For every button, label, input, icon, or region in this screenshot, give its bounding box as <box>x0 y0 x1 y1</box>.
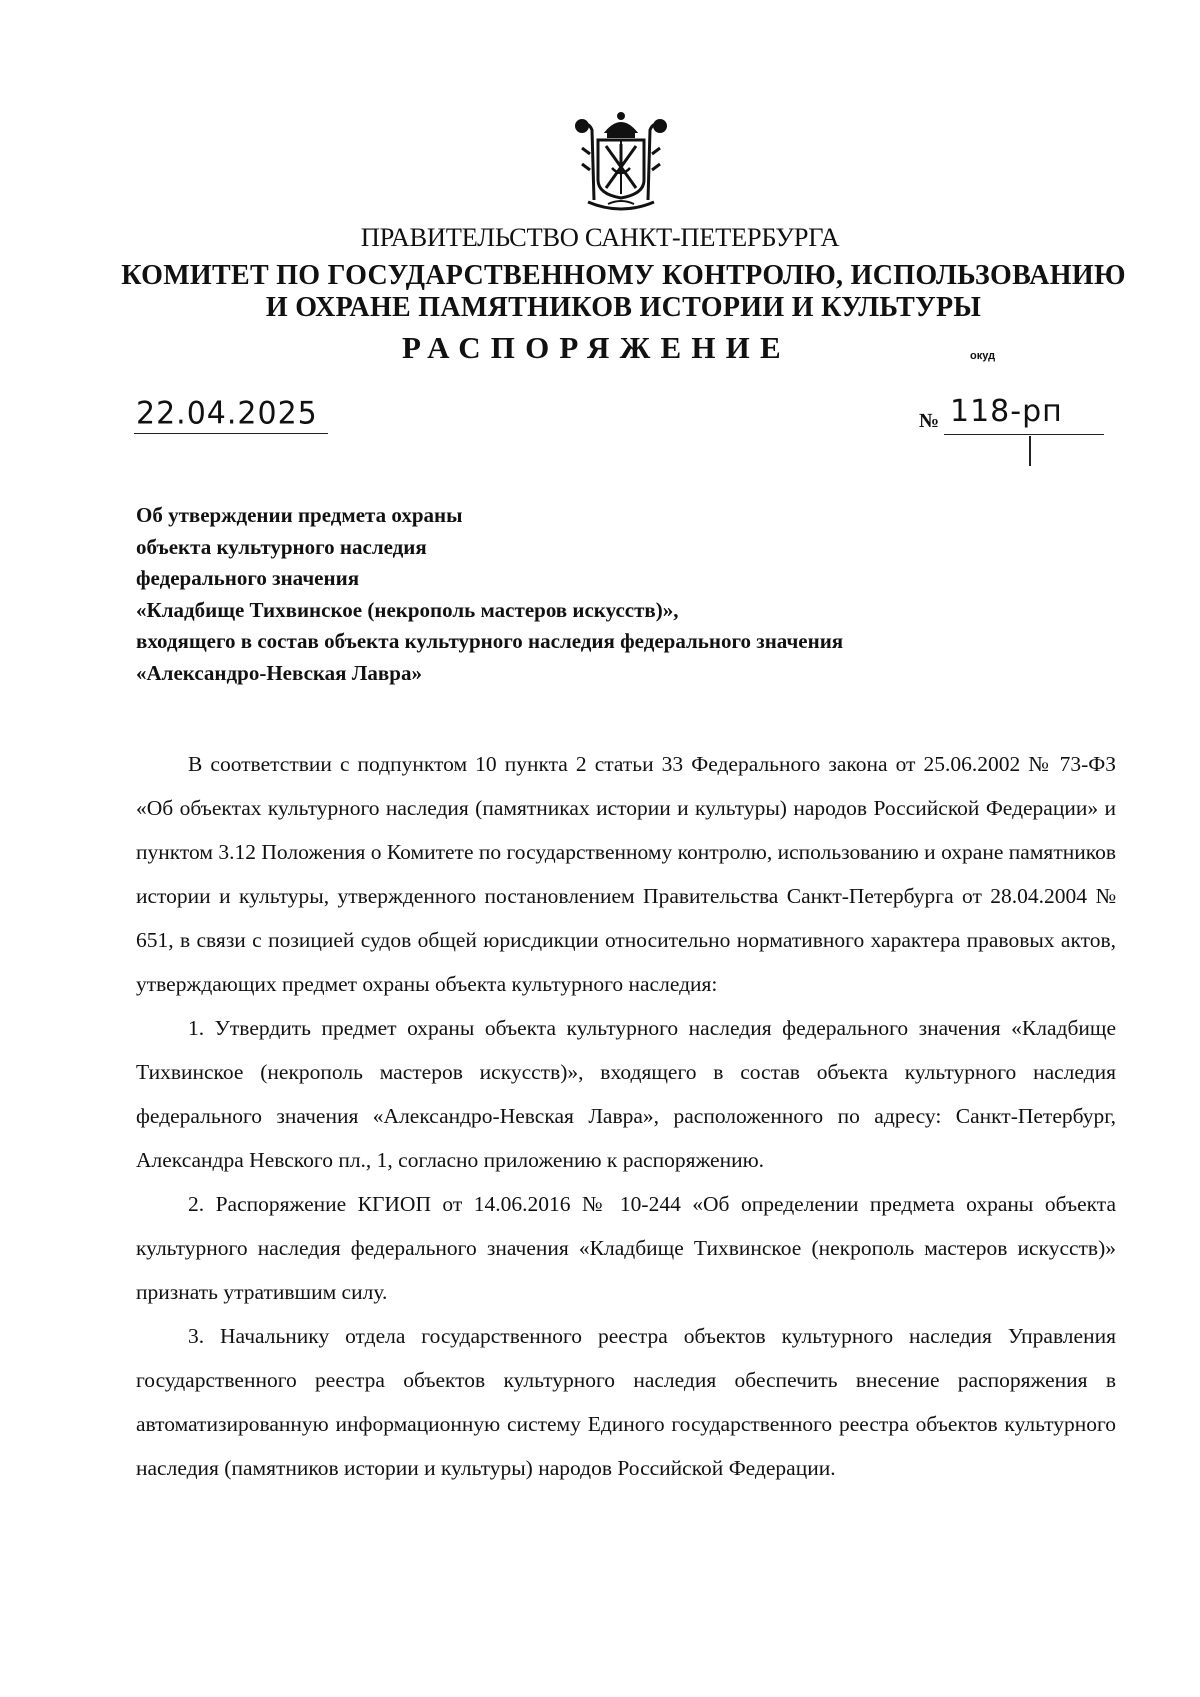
document-body <box>136 742 1116 1490</box>
subject-line: «Кладбище Тихвинское (некрополь мастеров искусств)», <box>136 597 679 622</box>
number-underline <box>944 434 1104 435</box>
clause-1-paragraph: 1. Утвердить предмет охраны объекта культурного наследия федерального значения «Кладбище Тихвинское (некрополь мастеров искусств)», входящего в состав объекта культурного наследия федерального значения «Александро-Невская Лавра», расположенного по адресу: Санкт-Петербург, Александра Невского пл., 1, согласно приложению к распоряжению. <box>136 1016 1116 1172</box>
number-pen-stroke <box>1029 436 1031 466</box>
committee-heading <box>0 260 1200 324</box>
saint-petersburg-coat-of-arms-emblem <box>568 108 674 216</box>
document-date: 22.04.2025 <box>136 395 318 432</box>
subject-line: «Александро-Невская Лавра» <box>136 660 422 685</box>
document-number: 118-рп <box>950 394 1063 429</box>
clause-3-paragraph: 3. Начальнику отдела государственного реестра объектов культурного наследия Управления государственного реестра объектов культурного наследия обеспечить внесение распоряжения в автоматизированную информационную систему Единого государственного реестра объектов культурного наследия (памятников истории и культуры) народов Российской Федерации. <box>136 1324 1116 1480</box>
government-heading: ПРАВИТЕЛЬСТВО САНКТ-ПЕТЕРБУРГА <box>360 222 840 252</box>
clause-2-paragraph: 2. Распоряжение КГИОП от 14.06.2016 № 10-244 «Об определении предмета охраны объекта культурного наследия федерального значения «Кладбище Тихвинское (некрополь мастеров искусств)» признать утратившим силу. <box>136 1192 1116 1304</box>
subject-line: объекта культурного наследия <box>136 534 427 559</box>
preamble-paragraph: В соответствии с подпунктом 10 пункта 2 статьи 33 Федерального закона от 25.06.2002 № 73-ФЗ «Об объектах культурного наследия (памятниках истории и культуры) народов Российской Федерации» и пунктом 3.12 Положения о Комитете по государственному контролю, использованию и охране памятников истории и культуры, утвержденного постановлением Правительства Санкт-Петербурга от 28.04.2004 № 651, в связи с позицией судов общей юрисдикции относительно нормативного характера правовых актов, утверждающих предмет охраны объекта культурного наследия: <box>136 752 1116 996</box>
subject-line: федерального значения <box>136 566 360 590</box>
subject-heading <box>136 500 1116 689</box>
document-type-title: РАСПОРЯЖЕНИЕ <box>402 330 791 365</box>
committee-heading-line-1: КОМИТЕТ ПО ГОСУДАРСТВЕННОМУ КОНТРОЛЮ, ИСПОЛЬЗОВАНИЮ <box>121 260 1126 291</box>
subject-line: входящего в состав объекта культурного наследия федерального значения <box>136 629 844 653</box>
okud-label: окуд <box>970 350 996 362</box>
committee-heading-line-2: И ОХРАНЕ ПАМЯТНИКОВ ИСТОРИИ И КУЛЬТУРЫ <box>265 292 982 323</box>
subject-line: Об утверждении предмета охраны <box>136 503 463 527</box>
date-underline <box>134 433 328 434</box>
number-sign: № <box>919 410 940 432</box>
